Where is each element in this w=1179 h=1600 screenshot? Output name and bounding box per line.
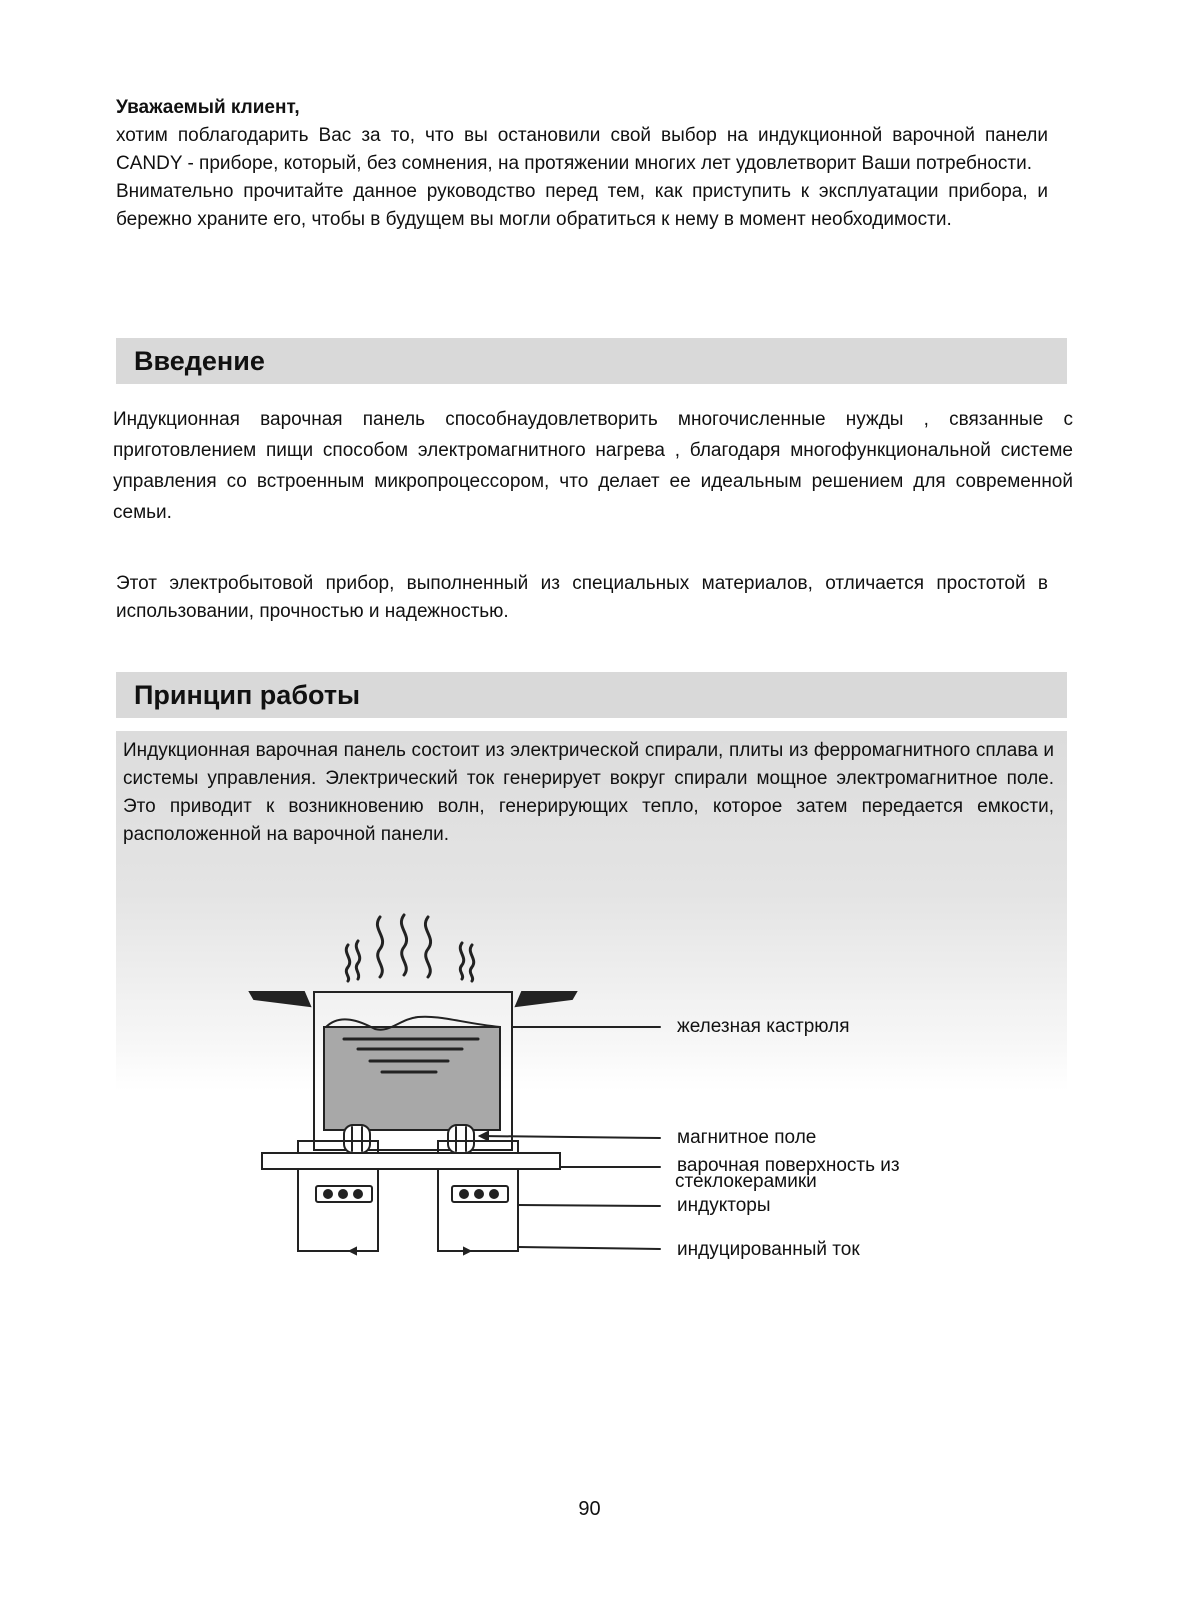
label-induced-current: индуцированный ток xyxy=(677,1239,860,1260)
intro-section-paragraph-1: Индукционная варочная панель способнаудовлетворить многочисленные нужды , связанные с приготовлением пищи способом электромагнитного нагрева , благодаря многофункциональной системе управления со встроенным микропроцессором, что делает ее идеальным решением для современной семьи. xyxy=(113,409,1073,523)
induction-diagram xyxy=(240,905,670,1265)
intro-section-paragraph-2: Этот электробытовой прибор, выполненный из специальных материалов, отличается простотой в использовании, прочностью и надежностью. xyxy=(116,573,1048,622)
intro-paragraph-2: Внимательно прочитайте данное руководство перед тем, как приступить к эксплуатации прибора, и бережно храните его, чтобы в будущем вы могли обратиться к нему в момент необходимости. xyxy=(116,181,1048,230)
principle-paragraph: Индукционная варочная панель состоит из электрической спирали, плиты из ферромагнитного сплава и системы управления. Электрический ток генерирует вокруг спирали мощное электромагнитное поле. Это приводит к возникновению волн, генерирующих тепло, которое затем передается емкости, расположенной на варочной панели. xyxy=(123,740,1054,845)
greeting: Уважаемый клиент, xyxy=(116,97,300,118)
label-magnetic-field: магнитное поле xyxy=(677,1127,817,1148)
intro-paragraph-1: хотим поблагодарить Вас за то, что вы остановили свой выбор на индукционной варочной панели CANDY - приборе, который, без сомнения, на протяжении многих лет удовлетворит Ваши потребности. xyxy=(116,125,1048,174)
section-title-principle: Принцип работы xyxy=(116,672,1067,718)
label-surface-line2: стеклокерамики xyxy=(675,1171,817,1192)
section-title-intro: Введение xyxy=(116,338,1067,384)
steam-icon xyxy=(346,915,473,981)
page-number: 90 xyxy=(578,1498,601,1520)
label-inductors: индукторы xyxy=(677,1195,771,1216)
pot-icon xyxy=(250,992,576,1150)
leader-lines xyxy=(480,1027,660,1249)
label-surface-line1: варочная поверхность из xyxy=(677,1155,900,1176)
glass-ceramic-surface xyxy=(262,1153,560,1169)
label-iron-pot: железная кастрюля xyxy=(677,1016,850,1037)
intro-text xyxy=(116,94,1048,234)
